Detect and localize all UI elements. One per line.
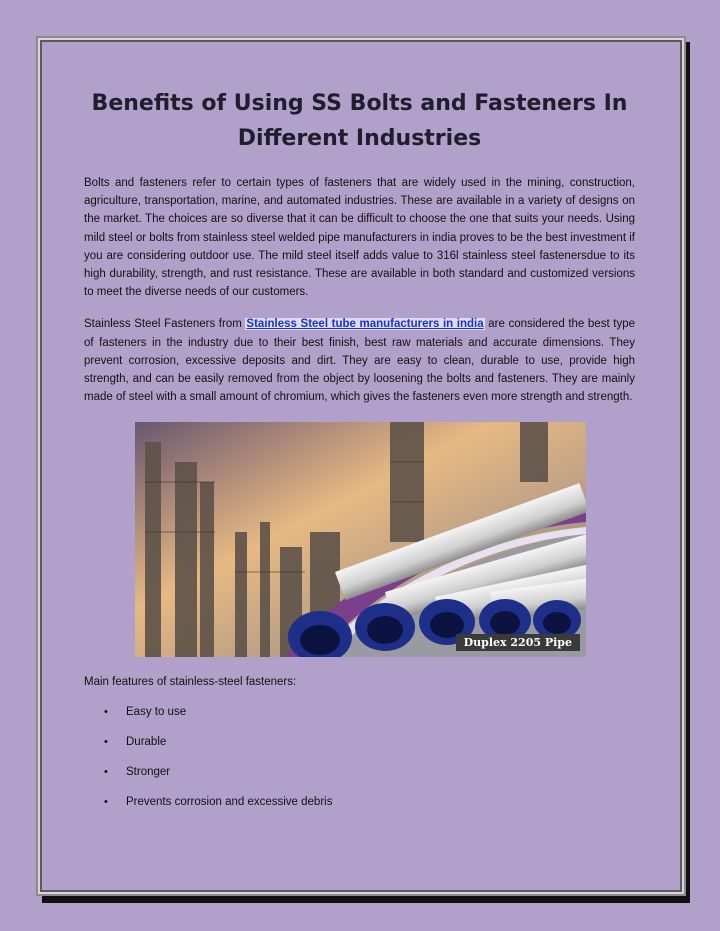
list-item <box>84 763 635 793</box>
document-title: Benefits of Using SS Bolts and Fasteners In Different Industries <box>91 91 628 151</box>
feature-label: Durable <box>126 736 167 749</box>
list-item <box>84 703 635 733</box>
paragraph-fasteners-lead: Stainless Steel Fasteners from <box>84 318 246 331</box>
pipes-photo <box>135 422 586 657</box>
list-item <box>84 733 635 763</box>
features-heading: Main features of stainless-steel fasteners: <box>84 676 297 689</box>
bullet-icon: • <box>104 766 108 779</box>
list-item <box>84 793 635 823</box>
bullet-icon: • <box>104 706 108 719</box>
image-caption: Duplex 2205 Pipe <box>456 634 580 651</box>
feature-label: Easy to use <box>126 706 187 719</box>
bullet-icon: • <box>104 736 108 749</box>
feature-label: Prevents corrosion and excessive debris <box>126 796 333 809</box>
document-body <box>84 86 635 823</box>
paragraph-intro: Bolts and fasteners refer to certain types of fasteners that are widely used in the mining, construction, agriculture, transportation, marine, and automated industries. These are available in a variety of designs on the market. The choices are so diverse that it can be difficult to choose the one that suits your needs. Using mild steel or bolts from stainless steel welded pipe manufacturers in india proves to be the best investment if you are considering outdoor use. The mild steel itself adds value to 316l stainless steel fastenersdue to its high durability, strength, and rust resistance. These are available in both standard and customized versions to meet the diverse needs of our customers. <box>84 177 635 299</box>
bullet-icon: • <box>104 796 108 809</box>
paragraph-fasteners <box>84 315 635 406</box>
paragraph-fasteners-rest: are considered the best type of fasteners in the industry due to their best finish, best raw materials and accurate dimensions. They prevent corrosion, excessive deposits and dirt. They are easy to clean, durable to use, provide high strength, and can be easily removed from the object by loosening the bolts and fasteners. They are mainly made of steel with a small amount of chromium, which gives the fasteners even more strength and strength. <box>84 318 635 404</box>
refinery-pipes-illustration <box>135 422 586 657</box>
manufacturers-link[interactable]: Stainless Steel tube manufacturers in india <box>246 318 484 331</box>
features-list <box>84 703 635 823</box>
feature-label: Stronger <box>126 766 171 779</box>
